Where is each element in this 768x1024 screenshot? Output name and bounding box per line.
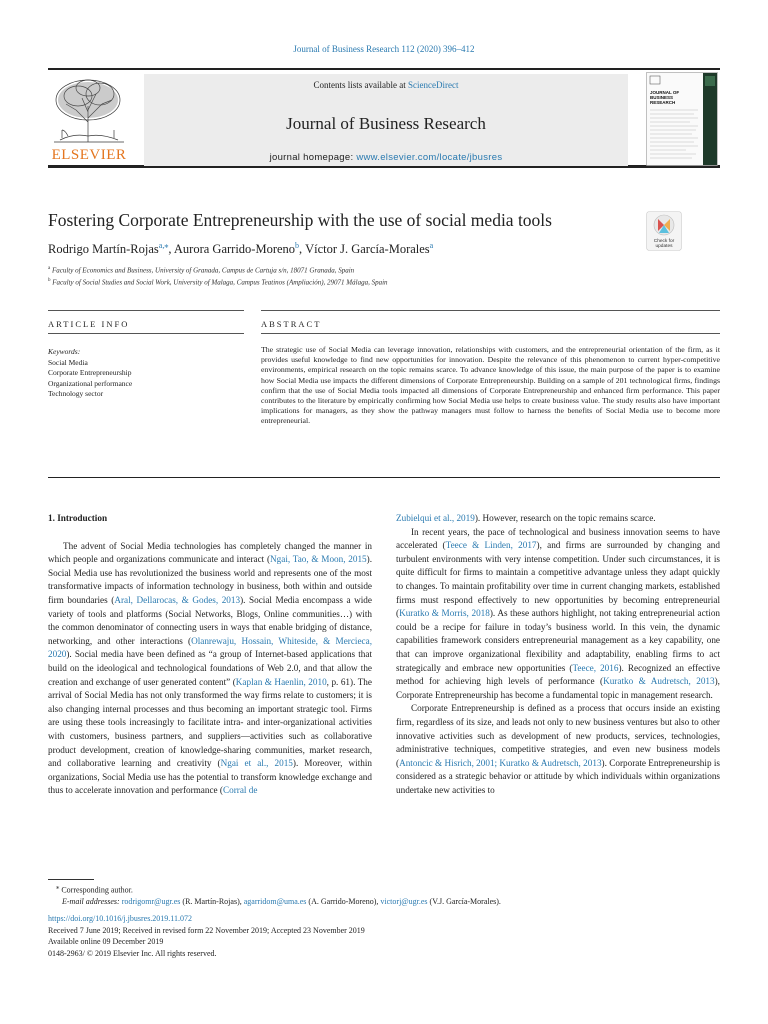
crossmark-label-2: updates [655,244,673,249]
homepage-link[interactable]: www.elsevier.com/locate/jbusres [356,152,503,163]
keywords-block [48,347,244,400]
doi-link[interactable]: https://doi.org/10.1016/j.jbusres.2019.11.072 [48,914,193,923]
author-name: Rodrigo Martín-Rojas [48,242,159,257]
email-link[interactable]: victorj@ugr.es [380,897,428,907]
citation-link[interactable]: Zubielqui et al., 2019 [396,513,475,523]
citation-link[interactable]: Kuratko & Morris, 2018 [399,608,490,619]
check-for-updates-badge[interactable] [646,211,682,251]
citation-link[interactable]: Olanrewaju, Hossain, Whiteside, & Mercieca, 2020 [48,635,372,660]
citation-link[interactable]: Teece, 2016 [572,662,619,673]
author-name: Aurora Garrido-Moreno [173,242,296,257]
cover-title-line-3: RESEARCH [650,100,676,105]
journal-cover-thumbnail[interactable] [646,72,718,166]
contents-line: Contents lists available at ScienceDirect [313,80,459,90]
email-link[interactable]: rodrigomr@ugr.es [121,897,181,907]
author-name: Víctor J. García-Morales [305,242,430,257]
sciencedirect-link[interactable]: ScienceDirect [408,80,459,90]
citation-link[interactable]: Teece & Linden, 2017 [445,540,537,551]
citation-link[interactable]: Corral de [223,785,258,796]
keyword-item: Corporate Entrepreneurship [48,368,132,377]
citation-link[interactable]: Ngai, Tao, & Moon, 2015 [270,554,367,565]
footnote-rule [48,879,94,880]
elsevier-wordmark: ELSEVIER [51,147,127,163]
journal-citation[interactable]: Journal of Business Research 112 (2020) 396–412 [293,44,475,54]
corresponding-author-note: ⁎ Corresponding author. [56,884,133,895]
elsevier-tree-icon [48,74,130,144]
keyword-item: Technology sector [48,389,104,398]
abstract-rule-top [261,310,720,311]
received-dates: Received 7 June 2019; Received in revised form 22 November 2019; Accepted 23 November 2019 [48,925,365,935]
body-column-left [48,512,372,798]
section-heading-introduction: 1. Introduction [48,513,108,523]
body-paragraph: In recent years, the pace of technological and business innovation seems to have accelerated (Teece & Linden, 2017), and firms are surrounded by changing and turbulent environments with very intense competition. Under such circumstances, it is quite difficult for firms to maintain a competitive advantage unless they adapt quickly to changes. To maintain profitability over time in current changing markets, established firms must respond effectively to new opportunities by becoming entrepreneurial (Kuratko & Morris, 2018). As these authors highlight, not taking entrepreneurial action could be a recipe for failure in today’s business world. In this vein, the dynamic capabilities framework considers entrepreneurial management as a key capability, one that can improve organizational flexibility and adaptability, enabling firms to act strategically and embrace new opportunities (Teece, 2016). Recognized an effective method for achieving high levels of performance (Kuratko & Audretsch, 2013), Corporate Entrepreneurship has become a fundamental topic in management research. [396,526,721,700]
elsevier-logo[interactable] [48,74,130,166]
available-online: Available online 09 December 2019 [48,937,164,947]
affiliation-a: $^a$ Faculty of Economics and Business, University of Granada, Campus de Cartuja s/n, 18071 Granada, Spain [48,266,355,275]
author-affiliation-marker[interactable]: b [295,241,300,250]
article-info-rule-top [48,310,244,311]
cover-title-line-1: JOURNAL OF [650,90,680,95]
citation-link[interactable]: Antoncic & Hisrich, 2001; Kuratko & Audretsch, 2013 [399,757,602,768]
keyword-item: Organizational performance [48,378,133,388]
citation-link[interactable]: Kaplan & Haenlin, 2010 [235,676,327,687]
email-link[interactable]: agarridom@uma.es [243,897,307,907]
citation-link[interactable]: Aral, Dellarocas, & Godes, 2013 [114,594,241,605]
article-title: Fostering Corporate Entrepreneurship with the use of social media tools [48,210,552,230]
publication-info [48,913,365,959]
body-paragraph: The advent of Social Media technologies has completely changed the manner in which people and organizations communicate and interact (Ngai, Tao, & Moon, 2015). Social Media use has revolutionized the business world and represents one of the most transformative impacts of information technology in business, both within and outside firm boundaries (Aral, Dellarocas, & Godes, 2013). Social Media encompass a wide variety of tools and platforms (Social Networks, Blogs, Online communities…) with the common denominator of connecting users in ways that enable bridging of distance, networking, and other interactions (Olanrewaju, Hossain, Whiteside, & Mercieca, 2020). Social media have been defined as “a group of Internet-based applications that build on the ideological and technological foundations of Web 2.0, and that allow the creation and exchange of user generated content” (Kaplan & Haenlin, 2010, p. 61). The arrival of Social Media has not only transformed the way firms relate to customers; it is also changing internal processes and thus becoming an important strategic tool. Firms are using these tools increasingly to facilitate intra- and inter-organizational activities with customers, business partners, and suppliers—activities such as collaborative product development, creation of knowledge-sharing communities, market research, and collaborative learning and creativity (Ngai et al., 2015). Moreover, within organizations, Social Media use has the potential to transform knowledge exchange and thus to accelerate innovation and performance (Corral de [48,540,372,796]
author-list: Rodrigo Martín-Rojas$^{a,⁎}$, Aurora Garrido-Moreno$^b$, Víctor J. García-Morales$^a$ [48,241,434,257]
crossmark-label-1: Check for [653,239,675,244]
email-list: rodrigomr@ugr.es (R. Martín-Rojas), agarridom@uma.es (A. Garrido-Moreno), victorj@ugr.es (V.J. García-Morales). [121,897,501,907]
article-info-heading: ARTICLE INFO [48,319,130,329]
copyright: 0148-2963/ © 2019 Elsevier Inc. All rights reserved. [48,948,217,958]
abstract-heading: ABSTRACT [261,319,322,329]
citation-link[interactable]: Kuratko & Audretsch, 2013 [603,676,715,687]
affiliation-b: $^b$ Faculty of Social Studies and Social Work, University of Malaga, Campus Teatinos (Ampliación), 29071 Málaga, Spain [48,278,388,287]
journal-banner [144,74,628,166]
journal-homepage: journal homepage: www.elsevier.com/locate/jbusres [269,152,503,163]
author-affiliation-marker[interactable]: a [429,241,434,250]
footnotes [48,882,720,908]
citation-link[interactable]: Ngai et al., 2015 [220,758,293,769]
crossmark-icon [646,211,682,251]
abstract-text: The strategic use of Social Media can leverage innovation, relationships with customers, and the entrepreneurial orientation of the firm, as it provides useful knowledge to find new opportunities for innovation. Despite the relevance of this phenomenon to current hyper-competitive environments, empirical research on the topic remains scarce. To advance knowledge of this issue, the main purpose of the paper is to examine how Social Media use impacts the different dimensions of Corporate Entrepreneurship. Building on a sample of 201 technological firms, findings confirm that the use of Social Media tools impacted all dimensions of Corporate Entrepreneurship and enhanced firm performance. This paper contributes to the literature by empirically confirming how Social Media use helps to create business value. The study results also have important implications for managers, as they show the pathway managers must follow to harness the benefits of Social Media use to become more entrepreneurial. [261,345,720,426]
body-paragraph: Zubielqui et al., 2019). However, research on the topic remains scarce. [396,513,656,523]
abstract-rule-mid [261,333,720,334]
left-paragraphs [48,540,372,798]
article-info-rule-mid [48,333,244,334]
keywords-label: Keywords: [48,347,81,356]
front-matter-bottom-rule [48,477,720,478]
body-column-right [396,512,720,797]
body-paragraph: Corporate Entrepreneurship is defined as a process that occurs inside an existing firm, regardless of its size, and leads not only to new business ventures but also to other innovative activities such as development of new products, services, technologies, administrative techniques, competitive strategies, and even new business models (Antoncic & Hisrich, 2001; Kuratko & Audretsch, 2013). Corporate Entrepreneurship is considered as a strategic behavior or attitude by which individuals within organizations undertake new activities to [396,703,720,795]
journal-cover-image [646,72,718,166]
keyword-item: Social Media [48,357,88,367]
cover-title-line-2: BUSINESS [650,95,674,100]
email-addresses: E-mail addresses: rodrigomr@ugr.es (R. Martín-Rojas), agarridom@uma.es (A. Garrido-Moreno), victorj@ugr.es (V.J. García-Morales). [62,897,501,907]
journal-masthead [48,68,720,168]
author-affiliation-marker[interactable]: a,⁎ [158,241,169,250]
journal-title: Journal of Business Research [286,114,486,133]
